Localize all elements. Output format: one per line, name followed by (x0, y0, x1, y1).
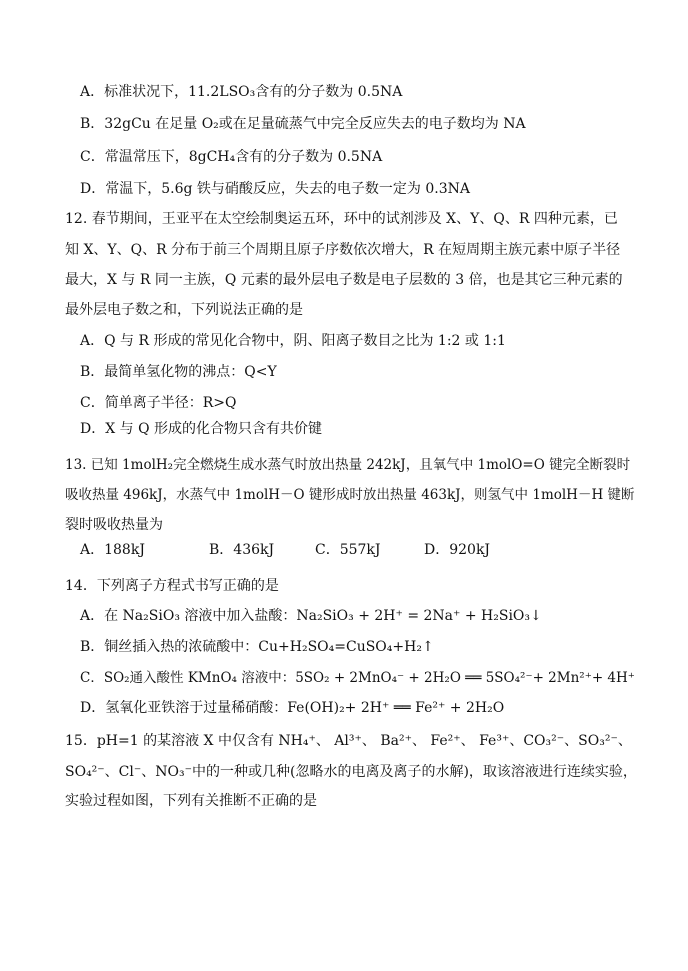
q12-stem-line-3: 最大，X 与 R 同一主族，Q 元素的最外层电子数是电子层数的 3 倍，也是其它三种元素的 (65, 272, 623, 288)
q13-stem-line-3: 裂时吸收热量为 (65, 517, 163, 533)
q11-option-b: B．32gCu 在足量 O₂或在足量硫蒸气中完全反应失去的电子数均为 NA (80, 116, 526, 132)
q12-option-b: B．最简单氢化物的沸点：Q<Y (80, 364, 277, 380)
q12-stem-line-2: 知 X、Y、Q、R 分布于前三个周期且原子序数依次增大，R 在短周期主族元素中原子半径 (65, 242, 621, 258)
q14-option-a: A．在 Na₂SiO₃ 溶液中加入盐酸：Na₂SiO₃ + 2H⁺ = 2Na⁺ + H₂SiO₃↓ (80, 608, 542, 624)
q14-stem: 14．下列离子方程式书写正确的是 (65, 578, 279, 594)
q11-option-a: A．标准状况下，11.2LSO₃含有的分子数为 0.5NA (80, 84, 403, 100)
q13-option-c: C．557kJ (315, 542, 381, 558)
q12-option-d: D．X 与 Q 形成的化合物只含有共价键 (80, 421, 323, 437)
q12-stem-line-4: 最外层电子数之和，下列说法正确的是 (65, 302, 303, 318)
q13-stem-line-1: 13. 已知 1molH₂完全燃烧生成水蒸气时放出热量 242kJ，且氧气中 1molO=O 键完全断裂时 (65, 457, 631, 473)
q13-stem-line-2: 吸收热量 496kJ，水蒸气中 1molH－O 键形成时放出热量 463kJ，则氢气中 1molH－H 键断 (65, 487, 635, 503)
q12-option-a: A．Q 与 R 形成的常见化合物中，阴、阳离子数目之比为 1:2 或 1:1 (80, 333, 506, 349)
q15-stem-line-1: 15．pH=1 的某溶液 X 中仅含有 NH₄⁺、 Al³⁺、 Ba²⁺、 Fe²⁺、 Fe³⁺、CO₃²⁻、SO₃²⁻、 (65, 733, 632, 749)
q14-option-b: B．铜丝插入热的浓硫酸中：Cu+H₂SO₄=CuSO₄+H₂↑ (80, 639, 434, 655)
q12-stem-line-1: 12. 春节期间，王亚平在太空绘制奥运五环，环中的试剂涉及 X、Y、Q、R 四种元素，已 (65, 211, 618, 227)
q12-option-c: C．简单离子半径：R>Q (80, 395, 237, 411)
q13-option-d: D．920kJ (424, 542, 491, 558)
q15-stem-line-3: 实验过程如图，下列有关推断不正确的是 (65, 793, 317, 809)
q14-option-d: D．氢氧化亚铁溶于过量稀硝酸：Fe(OH)₂+ 2H⁺ ══ Fe²⁺ + 2H₂O (80, 700, 505, 716)
q15-stem-line-2: SO₄²⁻、Cl⁻、NO₃⁻中的一种或几种(忽略水的电离及离子的水解)，取该溶液进行连续实验， (65, 764, 637, 780)
q11-option-c: C．常温常压下，8gCH₄含有的分子数为 0.5NA (80, 149, 383, 165)
q14-option-c: C．SO₂通入酸性 KMnO₄ 溶液中：5SO₂ + 2MnO₄⁻ + 2H₂O ══ 5SO₄²⁻+ 2Mn²⁺+ 4H⁺ (80, 670, 635, 686)
q13-option-a: A．188kJ (80, 542, 145, 558)
q11-option-d: D．常温下，5.6g 铁与硝酸反应，失去的电子数一定为 0.3NA (80, 181, 470, 197)
q13-option-b: B．436kJ (209, 542, 275, 558)
